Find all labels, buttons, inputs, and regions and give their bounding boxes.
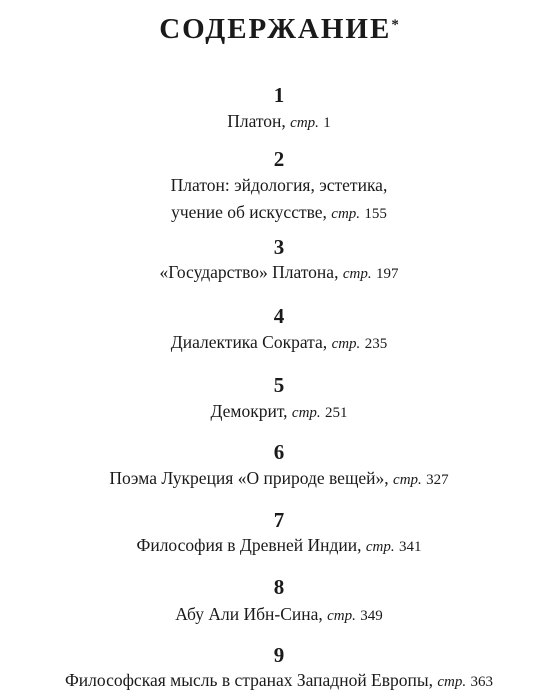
page-prefix: стр.	[290, 115, 319, 131]
toc-entry-title-text: Абу Али Ибн-Сина,	[175, 604, 323, 624]
toc-entry-number: 7	[273, 508, 285, 532]
toc-entry-title-text: Поэма Лукреция «О природе вещей»,	[109, 468, 389, 488]
toc-entry-number: 1	[273, 83, 285, 107]
page-prefix: стр.	[331, 206, 361, 222]
page-prefix: стр.	[331, 336, 361, 352]
page-number: 155	[364, 206, 387, 222]
toc-entry-title	[0, 400, 558, 424]
toc-entry-title	[0, 467, 558, 491]
toc-entry-title-text: Философия в Древней Индии,	[136, 535, 362, 555]
toc-entry-title-text: Демокрит,	[210, 401, 288, 421]
page-number: 349	[360, 608, 383, 624]
title-footnote-mark: *	[391, 17, 399, 33]
toc-entry-number: 2	[273, 147, 285, 171]
toc-entry-number: 5	[273, 373, 285, 397]
page-number: 363	[470, 674, 494, 690]
toc-entry-title-text: учение об искусстве,	[171, 202, 327, 222]
toc-entry-title	[0, 534, 558, 558]
page-prefix: стр.	[437, 674, 467, 690]
toc-entry-title-text: «Государство» Платона,	[159, 262, 339, 282]
page-number: 235	[364, 336, 388, 352]
toc-entry-title	[0, 669, 558, 693]
page-number: 341	[399, 539, 422, 555]
toc-entry-number: 3	[273, 235, 285, 259]
toc-entry-number: 8	[273, 575, 285, 599]
toc-entry-title	[0, 110, 558, 134]
page-title	[0, 14, 558, 44]
title-text: СОДЕРЖАНИЕ	[159, 13, 392, 45]
toc-entry-title	[0, 331, 558, 355]
page-prefix: стр.	[291, 405, 321, 421]
toc-entry-title	[0, 201, 558, 225]
toc-entry-title-text: Платон,	[227, 111, 286, 131]
toc-entry-number: 6	[273, 440, 285, 464]
toc-entry-title-text: Диалектика Сократа,	[170, 332, 328, 352]
page-prefix: стр.	[365, 539, 395, 555]
page-prefix: стр.	[393, 472, 422, 488]
toc-entry-title	[0, 174, 558, 196]
toc-entry-number: 4	[273, 304, 285, 328]
page-number: 1	[323, 115, 331, 131]
toc-entry-title	[0, 603, 558, 627]
toc-entry-number: 9	[273, 643, 285, 667]
page-number: 251	[325, 405, 348, 421]
toc-entry-title-text: Философская мысль в странах Западной Европы,	[64, 670, 434, 690]
toc-entry-title	[0, 261, 558, 285]
page-number: 197	[375, 266, 399, 282]
page-prefix: стр.	[342, 266, 372, 282]
page-number: 327	[426, 472, 449, 488]
toc-entry-title-text: Платон: эйдология, эстетика,	[170, 175, 388, 195]
page-prefix: стр.	[327, 608, 356, 624]
